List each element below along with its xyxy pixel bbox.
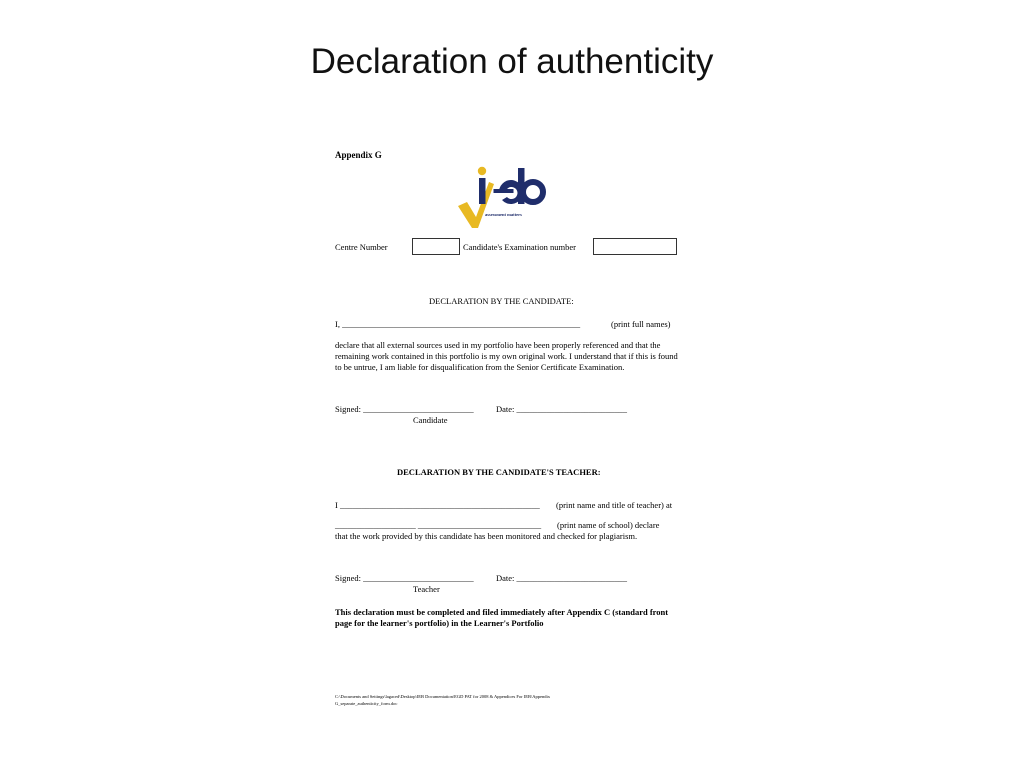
candidate-name-line	[335, 319, 580, 329]
candidate-name-blank: ________________________________________________________	[342, 319, 581, 329]
centre-number-label: Centre Number	[335, 242, 388, 252]
footer-path-2: G_separate_authenticity_form.doc	[335, 701, 398, 706]
exam-number-label: Candidate's Examination number	[463, 242, 576, 252]
teacher-name-suffix: (print name and title of teacher) at	[556, 500, 673, 510]
ieb-logo-mark	[455, 162, 555, 230]
slide-title: Declaration of authenticity	[310, 42, 714, 81]
i-stem-icon	[479, 178, 486, 204]
candidate-declaration: declare that all external sources used in my portfolio have been properly referenced and that the remaining work contained in this portfolio is my own original work. I understand that if this is found to be untrue, I am liable for disqualification from the Senior Certificate Examination.	[335, 340, 678, 372]
school-suffix: (print name of school) declare	[557, 520, 660, 530]
centre-number-box[interactable]	[412, 238, 460, 255]
candidate-heading: DECLARATION BY THE CANDIDATE:	[429, 296, 574, 306]
appendix-label: Appendix G	[335, 150, 382, 160]
b-bowl-icon	[523, 182, 543, 202]
teacher-caption: Teacher	[413, 584, 440, 594]
teacher-date-line: Date: __________________________	[496, 573, 628, 583]
teacher-heading: DECLARATION BY THE CANDIDATE'S TEACHER:	[397, 467, 601, 477]
school-blank: ___________________ _____________________________	[335, 520, 542, 530]
candidate-name-suffix: (print full names)	[611, 319, 671, 329]
candidate-name-prefix: I,	[335, 319, 343, 329]
candidate-caption: Candidate	[413, 415, 448, 425]
logo-tagline: assessment matters	[485, 212, 522, 217]
candidate-date-line: Date: __________________________	[496, 404, 628, 414]
teacher-name-blank: _______________________________________________	[339, 500, 540, 510]
exam-number-box[interactable]	[593, 238, 677, 255]
ieb-logo	[455, 162, 555, 230]
teacher-statement: that the work provided by this candidate has been monitored and checked for plagiarism.	[335, 531, 638, 541]
candidate-signed-line: Signed: __________________________	[335, 404, 474, 414]
footer-path-1: C:\Documents and Settings\lagaced\Desktop\IEB Documentation\EGD PAT for 2008 & Appendices For IEB\Appendix	[335, 694, 550, 699]
checkmark-icon	[458, 182, 494, 228]
declaration-document	[330, 140, 690, 720]
teacher-name-prefix: I	[335, 500, 340, 510]
teacher-name-line	[335, 500, 540, 510]
filing-note: This declaration must be completed and filed immediately after Appendix C (standard front page for the learner's portfolio) in the Learner's Portfolio	[335, 607, 669, 628]
i-dot-icon	[478, 167, 486, 175]
teacher-signed-line: Signed: __________________________	[335, 573, 474, 583]
